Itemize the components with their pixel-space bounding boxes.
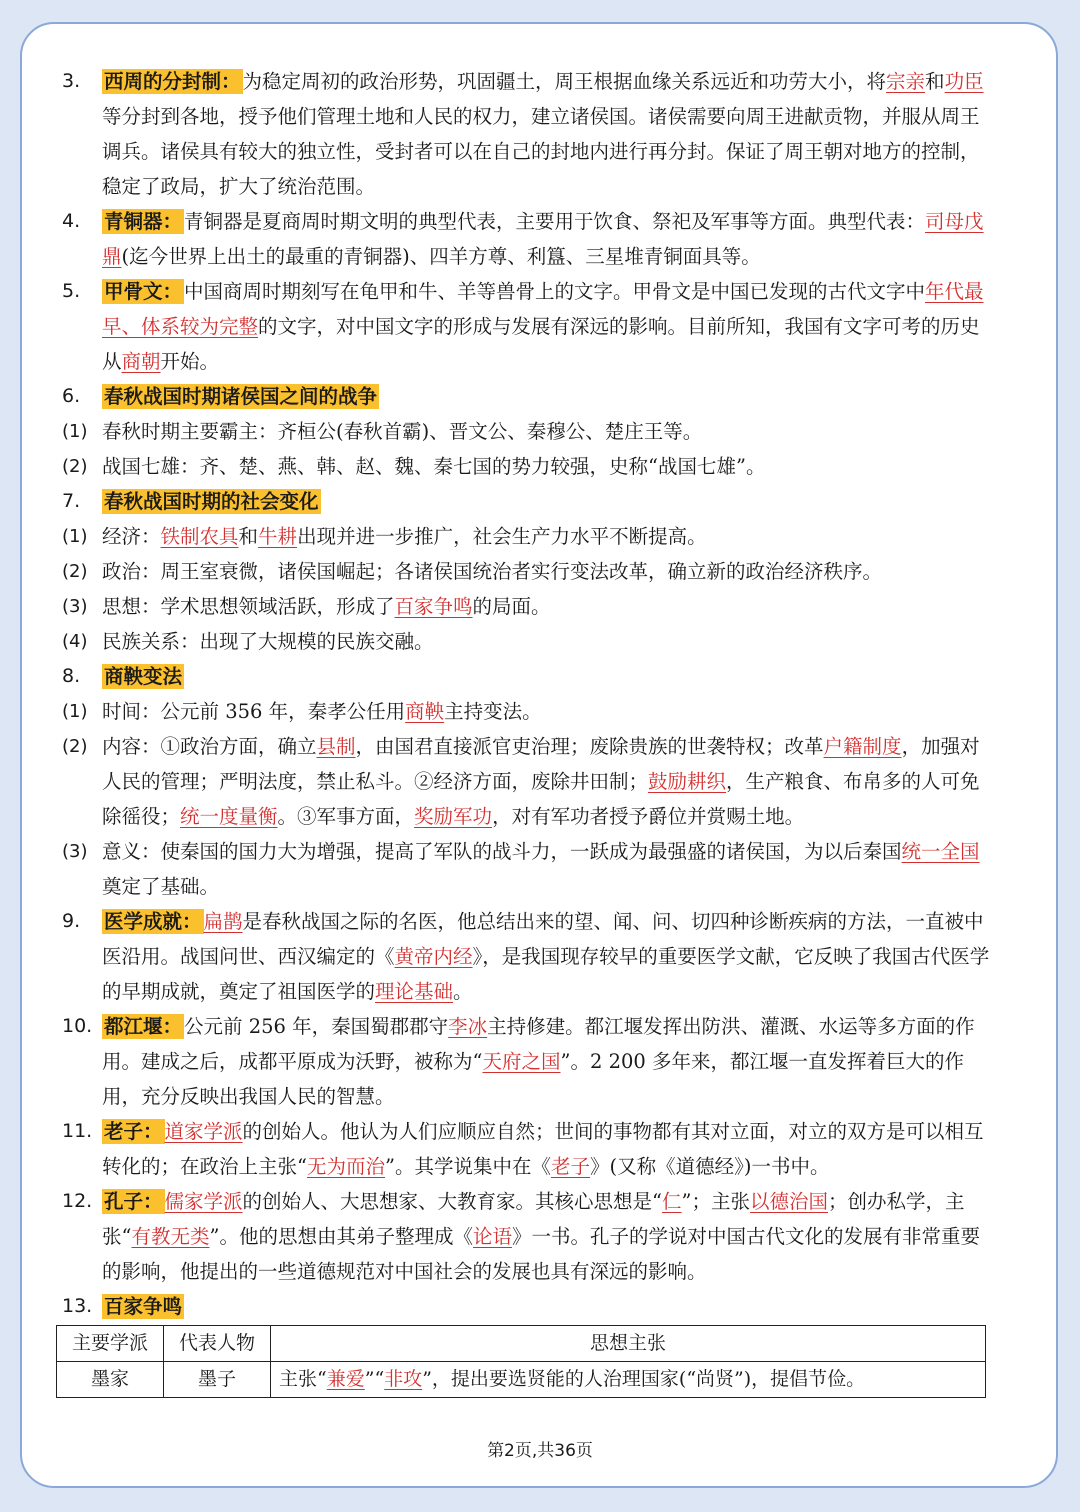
text: 主持修建。都江堰发挥出防洪、灌溉、水运等多方面的作用。建成之后，成都平原成为沃野，被称为“ bbox=[102, 1015, 975, 1073]
item-title: 春秋战国时期的社会变化 bbox=[104, 490, 319, 513]
keyword: 统一度量衡 bbox=[180, 805, 278, 828]
sub-item bbox=[62, 519, 998, 554]
item-number: 4. bbox=[62, 210, 81, 232]
keyword: 户籍制度 bbox=[823, 735, 902, 758]
keyword: 无为而治 bbox=[306, 1155, 385, 1178]
sub-item bbox=[62, 449, 998, 484]
item-6 bbox=[62, 379, 998, 414]
keyword: 天府之国 bbox=[482, 1050, 561, 1073]
sub-number: (2) bbox=[62, 736, 88, 757]
keyword: 商鞅 bbox=[405, 700, 445, 723]
text: 的创始人、大思想家、大教育家。其核心思想是“ bbox=[242, 1190, 663, 1213]
cell-school: 墨家 bbox=[57, 1362, 164, 1398]
item-title: 商鞅变法 bbox=[104, 665, 183, 688]
item-10 bbox=[62, 1009, 998, 1114]
text: 意义：使秦国的国力大为增强，提高了军队的战斗力，一跃成为最强盛的诸侯国，为以后秦国 bbox=[102, 840, 902, 863]
item-title: 孔子： bbox=[104, 1190, 163, 1213]
sub-number: (2) bbox=[62, 456, 88, 477]
item-number: 7. bbox=[62, 490, 81, 512]
keyword: 以德治国 bbox=[750, 1190, 829, 1213]
keyword: 理论基础 bbox=[375, 980, 454, 1003]
text: 思想：学术思想领域活跃，形成了 bbox=[102, 595, 395, 618]
keyword: 鼓励耕织 bbox=[648, 770, 727, 793]
keyword: 功臣 bbox=[944, 70, 984, 93]
text: 民族关系：出现了大规模的民族交融。 bbox=[102, 630, 434, 653]
sub-item bbox=[62, 414, 998, 449]
keyword: 司母戊鼎 bbox=[102, 210, 984, 268]
text: 等分封到各地，授予他们管理土地和人民的权力，建立诸侯国。诸侯需要向周王进献贡物，并服从周王调兵。诸侯具有较大的独立性，受封者可以在自己的封地内进行再分封。保证了周王朝对地方的控制，稳定了政局，扩大了统治范围。 bbox=[102, 105, 980, 198]
keyword: 年代最早、体系较为完整 bbox=[102, 280, 984, 338]
keyword: 扁鹊 bbox=[203, 910, 243, 933]
text: ”“ bbox=[364, 1368, 385, 1390]
item-8 bbox=[62, 659, 998, 694]
sub-number: (3) bbox=[62, 841, 88, 862]
item-12 bbox=[62, 1184, 998, 1289]
text: 战国七雄：齐、楚、燕、韩、赵、魏、秦七国的势力较强，史称“战国七雄”。 bbox=[102, 455, 766, 478]
text: 的创始人。他认为人们应顺应自然；世间的事物都有其对立面，对立的双方是可以相互转化的；在政治上主张“ bbox=[102, 1120, 984, 1178]
text: ，加强对人民的管理；严明法度，禁止私斗。②经济方面，废除井田制； bbox=[102, 735, 980, 793]
sub-number: (1) bbox=[62, 421, 88, 442]
sub-item bbox=[62, 834, 998, 904]
sub-item bbox=[62, 624, 998, 659]
item-title: 西周的分封制： bbox=[104, 70, 241, 93]
sub-item bbox=[62, 694, 998, 729]
cell-person: 墨子 bbox=[164, 1362, 271, 1398]
keyword: 仁 bbox=[662, 1190, 682, 1213]
text: 经济： bbox=[102, 525, 161, 548]
text: 的局面。 bbox=[472, 595, 551, 618]
item-number: 8. bbox=[62, 665, 81, 687]
keyword: 有教无类 bbox=[131, 1225, 210, 1248]
text: 》(又称《道德经》)一书中。 bbox=[590, 1155, 830, 1178]
text: ”，提出要选贤能的人治理国家(“尚贤”)，提倡节俭。 bbox=[422, 1368, 866, 1390]
text: ，对有军功者授予爵位并赏赐土地。 bbox=[492, 805, 805, 828]
item-number: 9. bbox=[62, 910, 81, 932]
item-13 bbox=[62, 1289, 998, 1324]
text: 春秋时期主要霸主：齐桓公(春秋首霸)、晋文公、秦穆公、楚庄王等。 bbox=[102, 420, 703, 443]
sub-number: (1) bbox=[62, 526, 88, 547]
document-content bbox=[62, 64, 998, 1398]
table-row bbox=[57, 1362, 986, 1398]
text: 公元前 256 年，秦国蜀郡郡守 bbox=[184, 1015, 449, 1038]
text: 政治：周王室衰微，诸侯国崛起；各诸侯国统治者实行变法改革，确立新的政治经济秩序。 bbox=[102, 560, 883, 583]
item-3 bbox=[62, 64, 998, 204]
text: ”；主张 bbox=[681, 1190, 751, 1213]
text: ”。2 200 多年来，都江堰一直发挥着巨大的作用，充分反映出我国人民的智慧。 bbox=[102, 1050, 964, 1108]
text: ”。其学说集中在《 bbox=[385, 1155, 551, 1178]
keyword: 非攻 bbox=[384, 1368, 423, 1390]
sub-item bbox=[62, 729, 998, 834]
text: 》，是我国现存较早的重要医学文献，它反映了我国古代医学的早期成就，奠定了祖国医学的 bbox=[102, 945, 990, 1003]
sub-number: (4) bbox=[62, 631, 88, 652]
item-11 bbox=[62, 1114, 998, 1184]
text: 》一书。孔子的学说对中国古代文化的发展有非常重要的影响，他提出的一些道德规范对中国社会的发展也具有深远的影响。 bbox=[102, 1225, 981, 1283]
text: 。③军事方面， bbox=[277, 805, 415, 828]
keyword: 统一全国 bbox=[901, 840, 980, 863]
text: ，生产粮食、布帛多的人可免除徭役； bbox=[102, 770, 980, 828]
keyword: 老子 bbox=[550, 1155, 590, 1178]
item-number: 11. bbox=[62, 1120, 93, 1142]
item-title: 百家争鸣 bbox=[104, 1295, 183, 1318]
text: 内容：①政治方面，确立 bbox=[102, 735, 317, 758]
text: 出现并进一步推广，社会生产力水平不断提高。 bbox=[297, 525, 707, 548]
text: 青铜器是夏商周时期文明的典型代表，主要用于饮食、祭祀及军事等方面。典型代表： bbox=[184, 210, 926, 233]
header-school: 主要学派 bbox=[57, 1326, 164, 1362]
text: 中国商周时期刻写在龟甲和牛、羊等兽骨上的文字。甲骨文是中国已发现的古代文字中 bbox=[184, 280, 926, 303]
item-number: 6. bbox=[62, 385, 81, 407]
item-number: 3. bbox=[62, 70, 81, 92]
item-7 bbox=[62, 484, 998, 519]
keyword: 宗亲 bbox=[886, 70, 926, 93]
item-title: 都江堰： bbox=[104, 1015, 183, 1038]
item-9 bbox=[62, 904, 998, 1009]
text: 为稳定周初的政治形势，巩固疆土，周王根据血缘关系远近和功劳大小，将 bbox=[242, 70, 887, 93]
keyword: 兼爱 bbox=[326, 1368, 365, 1390]
text: 和 bbox=[925, 70, 945, 93]
item-number: 12. bbox=[62, 1190, 93, 1212]
keyword: 儒家学派 bbox=[164, 1190, 243, 1213]
item-4 bbox=[62, 204, 998, 274]
keyword: 县制 bbox=[316, 735, 356, 758]
keyword: 铁制农具 bbox=[160, 525, 239, 548]
item-number: 10. bbox=[62, 1015, 93, 1037]
header-person: 代表人物 bbox=[164, 1326, 271, 1362]
page-footer: 第2页,共36页 bbox=[487, 1441, 593, 1461]
keyword: 李冰 bbox=[448, 1015, 488, 1038]
text: 和 bbox=[238, 525, 259, 548]
item-number: 5. bbox=[62, 280, 81, 302]
keyword: 道家学派 bbox=[164, 1120, 243, 1143]
text: 时间：公元前 356 年，秦孝公任用 bbox=[102, 700, 406, 723]
item-title: 医学成就： bbox=[104, 910, 202, 933]
header-ideas: 思想主张 bbox=[271, 1326, 986, 1362]
text: (迄今世界上出土的最重的青铜器)、四羊方尊、利簋、三星堆青铜面具等。 bbox=[121, 245, 761, 268]
item-number: 13. bbox=[62, 1295, 93, 1317]
text: 主张“ bbox=[279, 1368, 327, 1390]
cell-ideas bbox=[271, 1362, 986, 1398]
sub-item bbox=[62, 554, 998, 589]
sub-number: (2) bbox=[62, 561, 88, 582]
keyword: 牛耕 bbox=[258, 525, 298, 548]
item-title: 青铜器： bbox=[104, 210, 183, 233]
sub-item bbox=[62, 589, 998, 624]
text: 。 bbox=[453, 980, 473, 1003]
keyword: 百家争鸣 bbox=[394, 595, 473, 618]
text: 的文字，对中国文字的形成与发展有深远的影响。目前所知，我国有文字可考的历史从 bbox=[102, 315, 980, 373]
text: ，由国君直接派官吏治理；废除贵族的世袭特权；改革 bbox=[355, 735, 824, 758]
item-title: 老子： bbox=[104, 1120, 163, 1143]
sub-number: (3) bbox=[62, 596, 88, 617]
item-title: 春秋战国时期诸侯国之间的战争 bbox=[104, 385, 378, 408]
text: 奠定了基础。 bbox=[102, 875, 220, 898]
schools-table bbox=[56, 1325, 986, 1398]
text: 开始。 bbox=[160, 350, 220, 373]
keyword: 黄帝内经 bbox=[394, 945, 473, 968]
sub-number: (1) bbox=[62, 701, 88, 722]
keyword: 奖励军功 bbox=[414, 805, 493, 828]
text: ”。他的思想由其弟子整理成《 bbox=[209, 1225, 473, 1248]
table-header-row bbox=[57, 1326, 986, 1362]
keyword: 论语 bbox=[472, 1225, 512, 1248]
text: 主持变法。 bbox=[444, 700, 542, 723]
keyword: 商朝 bbox=[121, 350, 161, 373]
item-5 bbox=[62, 274, 998, 379]
text: 是春秋战国之际的名医，他总结出来的望、闻、问、切四种诊断疾病的方法，一直被中医沿用。战国问世、西汉编定的《 bbox=[102, 910, 984, 968]
item-title: 甲骨文： bbox=[104, 280, 183, 303]
text: ；创办私学，主张“ bbox=[102, 1190, 965, 1248]
